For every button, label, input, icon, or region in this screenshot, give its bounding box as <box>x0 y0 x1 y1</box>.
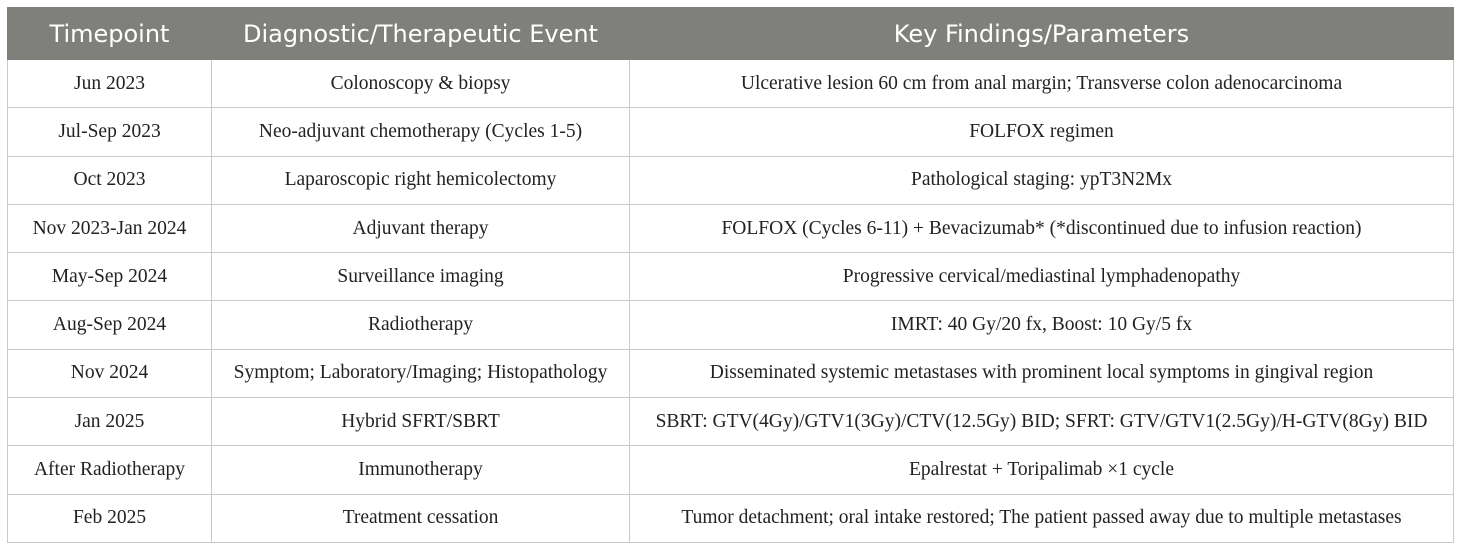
findings-cell: FOLFOX (Cycles 6-11) + Bevacizumab* (*discontinued due to infusion reaction) <box>630 204 1454 252</box>
table-row <box>8 204 1454 252</box>
event-cell: Radiotherapy <box>212 301 630 349</box>
table-row <box>8 446 1454 494</box>
event-cell: Surveillance imaging <box>212 253 630 301</box>
findings-cell: Epalrestat + Toripalimab ×1 cycle <box>630 446 1454 494</box>
event-cell: Colonoscopy & biopsy <box>212 60 630 108</box>
event-cell: Treatment cessation <box>212 494 630 542</box>
findings-cell: IMRT: 40 Gy/20 fx, Boost: 10 Gy/5 fx <box>630 301 1454 349</box>
findings-cell: Disseminated systemic metastases with prominent local symptoms in gingival region <box>630 349 1454 397</box>
findings-cell: Progressive cervical/mediastinal lymphadenopathy <box>630 253 1454 301</box>
timepoint-cell: Jan 2025 <box>8 398 212 446</box>
timepoint-cell: Jul-Sep 2023 <box>8 108 212 156</box>
findings-cell: Pathological staging: ypT3N2Mx <box>630 156 1454 204</box>
table-body <box>8 60 1454 543</box>
event-cell: Immunotherapy <box>212 446 630 494</box>
timepoint-cell: Feb 2025 <box>8 494 212 542</box>
event-cell: Symptom; Laboratory/Imaging; Histopathology <box>212 349 630 397</box>
header-timepoint: Timepoint <box>8 8 212 60</box>
table-row <box>8 301 1454 349</box>
timepoint-cell: After Radiotherapy <box>8 446 212 494</box>
table-row <box>8 60 1454 108</box>
table-row <box>8 108 1454 156</box>
timepoint-cell: Oct 2023 <box>8 156 212 204</box>
findings-cell: SBRT: GTV(4Gy)/GTV1(3Gy)/CTV(12.5Gy) BID; SFRT: GTV/GTV1(2.5Gy)/H-GTV(8Gy) BID <box>630 398 1454 446</box>
findings-cell: FOLFOX regimen <box>630 108 1454 156</box>
timepoint-cell: Nov 2024 <box>8 349 212 397</box>
header-findings: Key Findings/Parameters <box>630 8 1454 60</box>
table-row <box>8 398 1454 446</box>
table-row <box>8 349 1454 397</box>
findings-cell: Tumor detachment; oral intake restored; The patient passed away due to multiple metastases <box>630 494 1454 542</box>
timepoint-cell: May-Sep 2024 <box>8 253 212 301</box>
timepoint-cell: Nov 2023-Jan 2024 <box>8 204 212 252</box>
timepoint-cell: Aug-Sep 2024 <box>8 301 212 349</box>
header-row <box>8 8 1454 60</box>
table-row <box>8 253 1454 301</box>
timepoint-cell: Jun 2023 <box>8 60 212 108</box>
event-cell: Laparoscopic right hemicolectomy <box>212 156 630 204</box>
event-cell: Adjuvant therapy <box>212 204 630 252</box>
table-header <box>8 8 1454 60</box>
table-row <box>8 156 1454 204</box>
event-cell: Neo-adjuvant chemotherapy (Cycles 1-5) <box>212 108 630 156</box>
treatment-timeline-table <box>7 7 1454 543</box>
findings-cell: Ulcerative lesion 60 cm from anal margin; Transverse colon adenocarcinoma <box>630 60 1454 108</box>
header-event: Diagnostic/Therapeutic Event <box>212 8 630 60</box>
table-row <box>8 494 1454 542</box>
event-cell: Hybrid SFRT/SBRT <box>212 398 630 446</box>
